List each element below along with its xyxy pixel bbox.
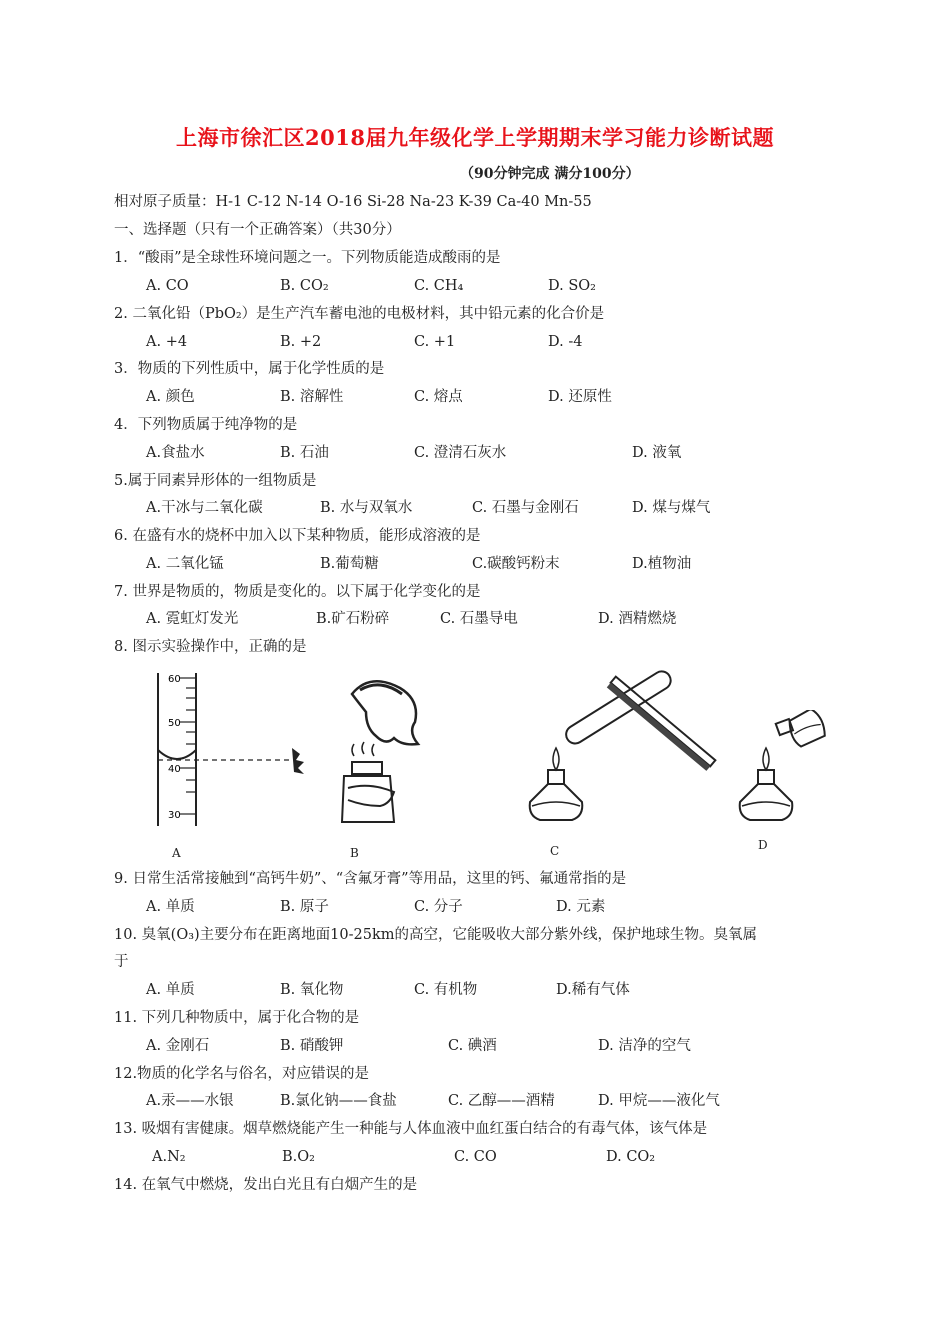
option: A. 单质 bbox=[146, 982, 195, 998]
option: D. 还原性 bbox=[548, 389, 612, 405]
question-stem: 14. 在氧气中燃烧，发出白光且有白烟产生的是 bbox=[114, 1177, 418, 1193]
question-stem: 1．“酸雨”是全球性环境问题之一。下列物质能造成酸雨的是 bbox=[114, 250, 501, 266]
question-stem: 2. 二氧化铅（PbO₂）是生产汽车蓄电池的电极材料，其中铅元素的化合价是 bbox=[114, 306, 605, 322]
option: A. +4 bbox=[146, 334, 188, 350]
option: D. SO₂ bbox=[548, 278, 596, 294]
option: A. CO bbox=[146, 278, 189, 294]
option: D.植物油 bbox=[632, 556, 692, 572]
exam-subtitle: （90分钟完成 满分100分） bbox=[460, 166, 640, 182]
option: C. 乙醇——酒精 bbox=[448, 1093, 555, 1109]
cylinder-tick-label: 60 bbox=[168, 674, 181, 685]
figure-b-smelling bbox=[330, 672, 430, 832]
option: C. 石墨导电 bbox=[440, 611, 518, 627]
option: B. 石油 bbox=[280, 445, 329, 461]
question-stem: 5.属于同素异形体的一组物质是 bbox=[114, 473, 317, 489]
option: A.食盐水 bbox=[146, 445, 205, 461]
question-stem: 13. 吸烟有害健康。烟草燃烧能产生一种能与人体血液中血红蛋白结合的有毒气体，该气体是 bbox=[114, 1121, 708, 1137]
question-stem: 9. 日常生活常接触到“高钙牛奶”、“含氟牙膏”等用品，这里的钙、氟通常指的是 bbox=[114, 871, 627, 887]
figure-a-cylinder bbox=[140, 668, 320, 828]
option: D. 液氧 bbox=[632, 445, 682, 461]
figure-c-heating bbox=[520, 670, 740, 830]
figure-label: B bbox=[350, 846, 359, 860]
option: C. 碘酒 bbox=[448, 1038, 497, 1054]
question-stem: 4．下列物质属于纯净物的是 bbox=[114, 417, 298, 433]
option: A. 颜色 bbox=[146, 389, 195, 405]
option: D. -4 bbox=[548, 334, 583, 350]
question-stem: 3．物质的下列性质中，属于化学性质的是 bbox=[114, 361, 385, 377]
option: D. 酒精燃烧 bbox=[598, 611, 677, 627]
option: B. 水与双氧水 bbox=[320, 500, 413, 516]
option: B.葡萄糖 bbox=[320, 556, 379, 572]
option: C. 澄清石灰水 bbox=[414, 445, 507, 461]
cylinder-tick-label: 40 bbox=[168, 764, 181, 775]
option: C. CO bbox=[454, 1149, 497, 1165]
question-stem: 10. 臭氧(O₃)主要分布在距离地面10-25km的高空，它能吸收大部分紫外线，保护地球生物。臭氧属 bbox=[114, 927, 758, 943]
option: B.氯化钠——食盐 bbox=[280, 1093, 397, 1109]
option: B. 溶解性 bbox=[280, 389, 344, 405]
question-stem-continued: 于 bbox=[114, 954, 129, 970]
atomic-mass-line: 相对原子质量：H-1 C-12 N-14 O-16 Si-28 Na-23 K-39 Ca-40 Mn-55 bbox=[114, 194, 592, 210]
figure-label: D bbox=[758, 838, 768, 852]
option: A. 金刚石 bbox=[146, 1038, 210, 1054]
section-heading: 一、选择题（只有一个正确答案）（共30分） bbox=[114, 222, 401, 238]
cylinder-tick-label: 50 bbox=[168, 718, 181, 729]
option: B. 氧化物 bbox=[280, 982, 344, 998]
option: A. 二氧化锰 bbox=[146, 556, 224, 572]
option: A. 霓虹灯发光 bbox=[146, 611, 239, 627]
option: C. 分子 bbox=[414, 899, 463, 915]
option: B. 原子 bbox=[280, 899, 329, 915]
option: B.矿石粉碎 bbox=[316, 611, 390, 627]
option: D. 甲烷——液化气 bbox=[598, 1093, 720, 1109]
option: B. +2 bbox=[280, 334, 322, 350]
option: A.汞——水银 bbox=[146, 1093, 234, 1109]
question-stem: 6. 在盛有水的烧杯中加入以下某种物质，能形成溶液的是 bbox=[114, 528, 481, 544]
option: B.O₂ bbox=[282, 1149, 315, 1165]
option: A. 单质 bbox=[146, 899, 195, 915]
option: B. 硝酸钾 bbox=[280, 1038, 344, 1054]
question-stem: 8. 图示实验操作中，正确的是 bbox=[114, 639, 307, 655]
option: D. 煤与煤气 bbox=[632, 500, 711, 516]
option: C. +1 bbox=[414, 334, 456, 350]
option: C.碳酸钙粉末 bbox=[472, 556, 560, 572]
exam-title: 上海市徐汇区2018届九年级化学上学期期末学习能力诊断试题 bbox=[176, 125, 774, 150]
option: A.N₂ bbox=[152, 1149, 186, 1165]
cylinder-tick-label: 30 bbox=[168, 810, 181, 821]
figure-label: C bbox=[550, 844, 560, 858]
option: C. CH₄ bbox=[414, 278, 464, 294]
option: D. 洁净的空气 bbox=[598, 1038, 691, 1054]
option: A.干冰与二氧化碳 bbox=[146, 500, 263, 516]
question-stem: 11. 下列几种物质中，属于化合物的是 bbox=[114, 1010, 360, 1026]
question-stem: 7. 世界是物质的，物质是变化的。以下属于化学变化的是 bbox=[114, 584, 481, 600]
option: B. CO₂ bbox=[280, 278, 329, 294]
figure-label: A bbox=[172, 846, 181, 860]
option: C. 熔点 bbox=[414, 389, 463, 405]
option: C. 有机物 bbox=[414, 982, 478, 998]
option: C. 石墨与金刚石 bbox=[472, 500, 579, 516]
option: D.稀有气体 bbox=[556, 982, 630, 998]
question-stem: 12.物质的化学名与俗名，对应错误的是 bbox=[114, 1066, 370, 1082]
figure-d-lamps bbox=[730, 710, 830, 830]
option: D. CO₂ bbox=[606, 1149, 656, 1165]
option: D. 元素 bbox=[556, 899, 606, 915]
